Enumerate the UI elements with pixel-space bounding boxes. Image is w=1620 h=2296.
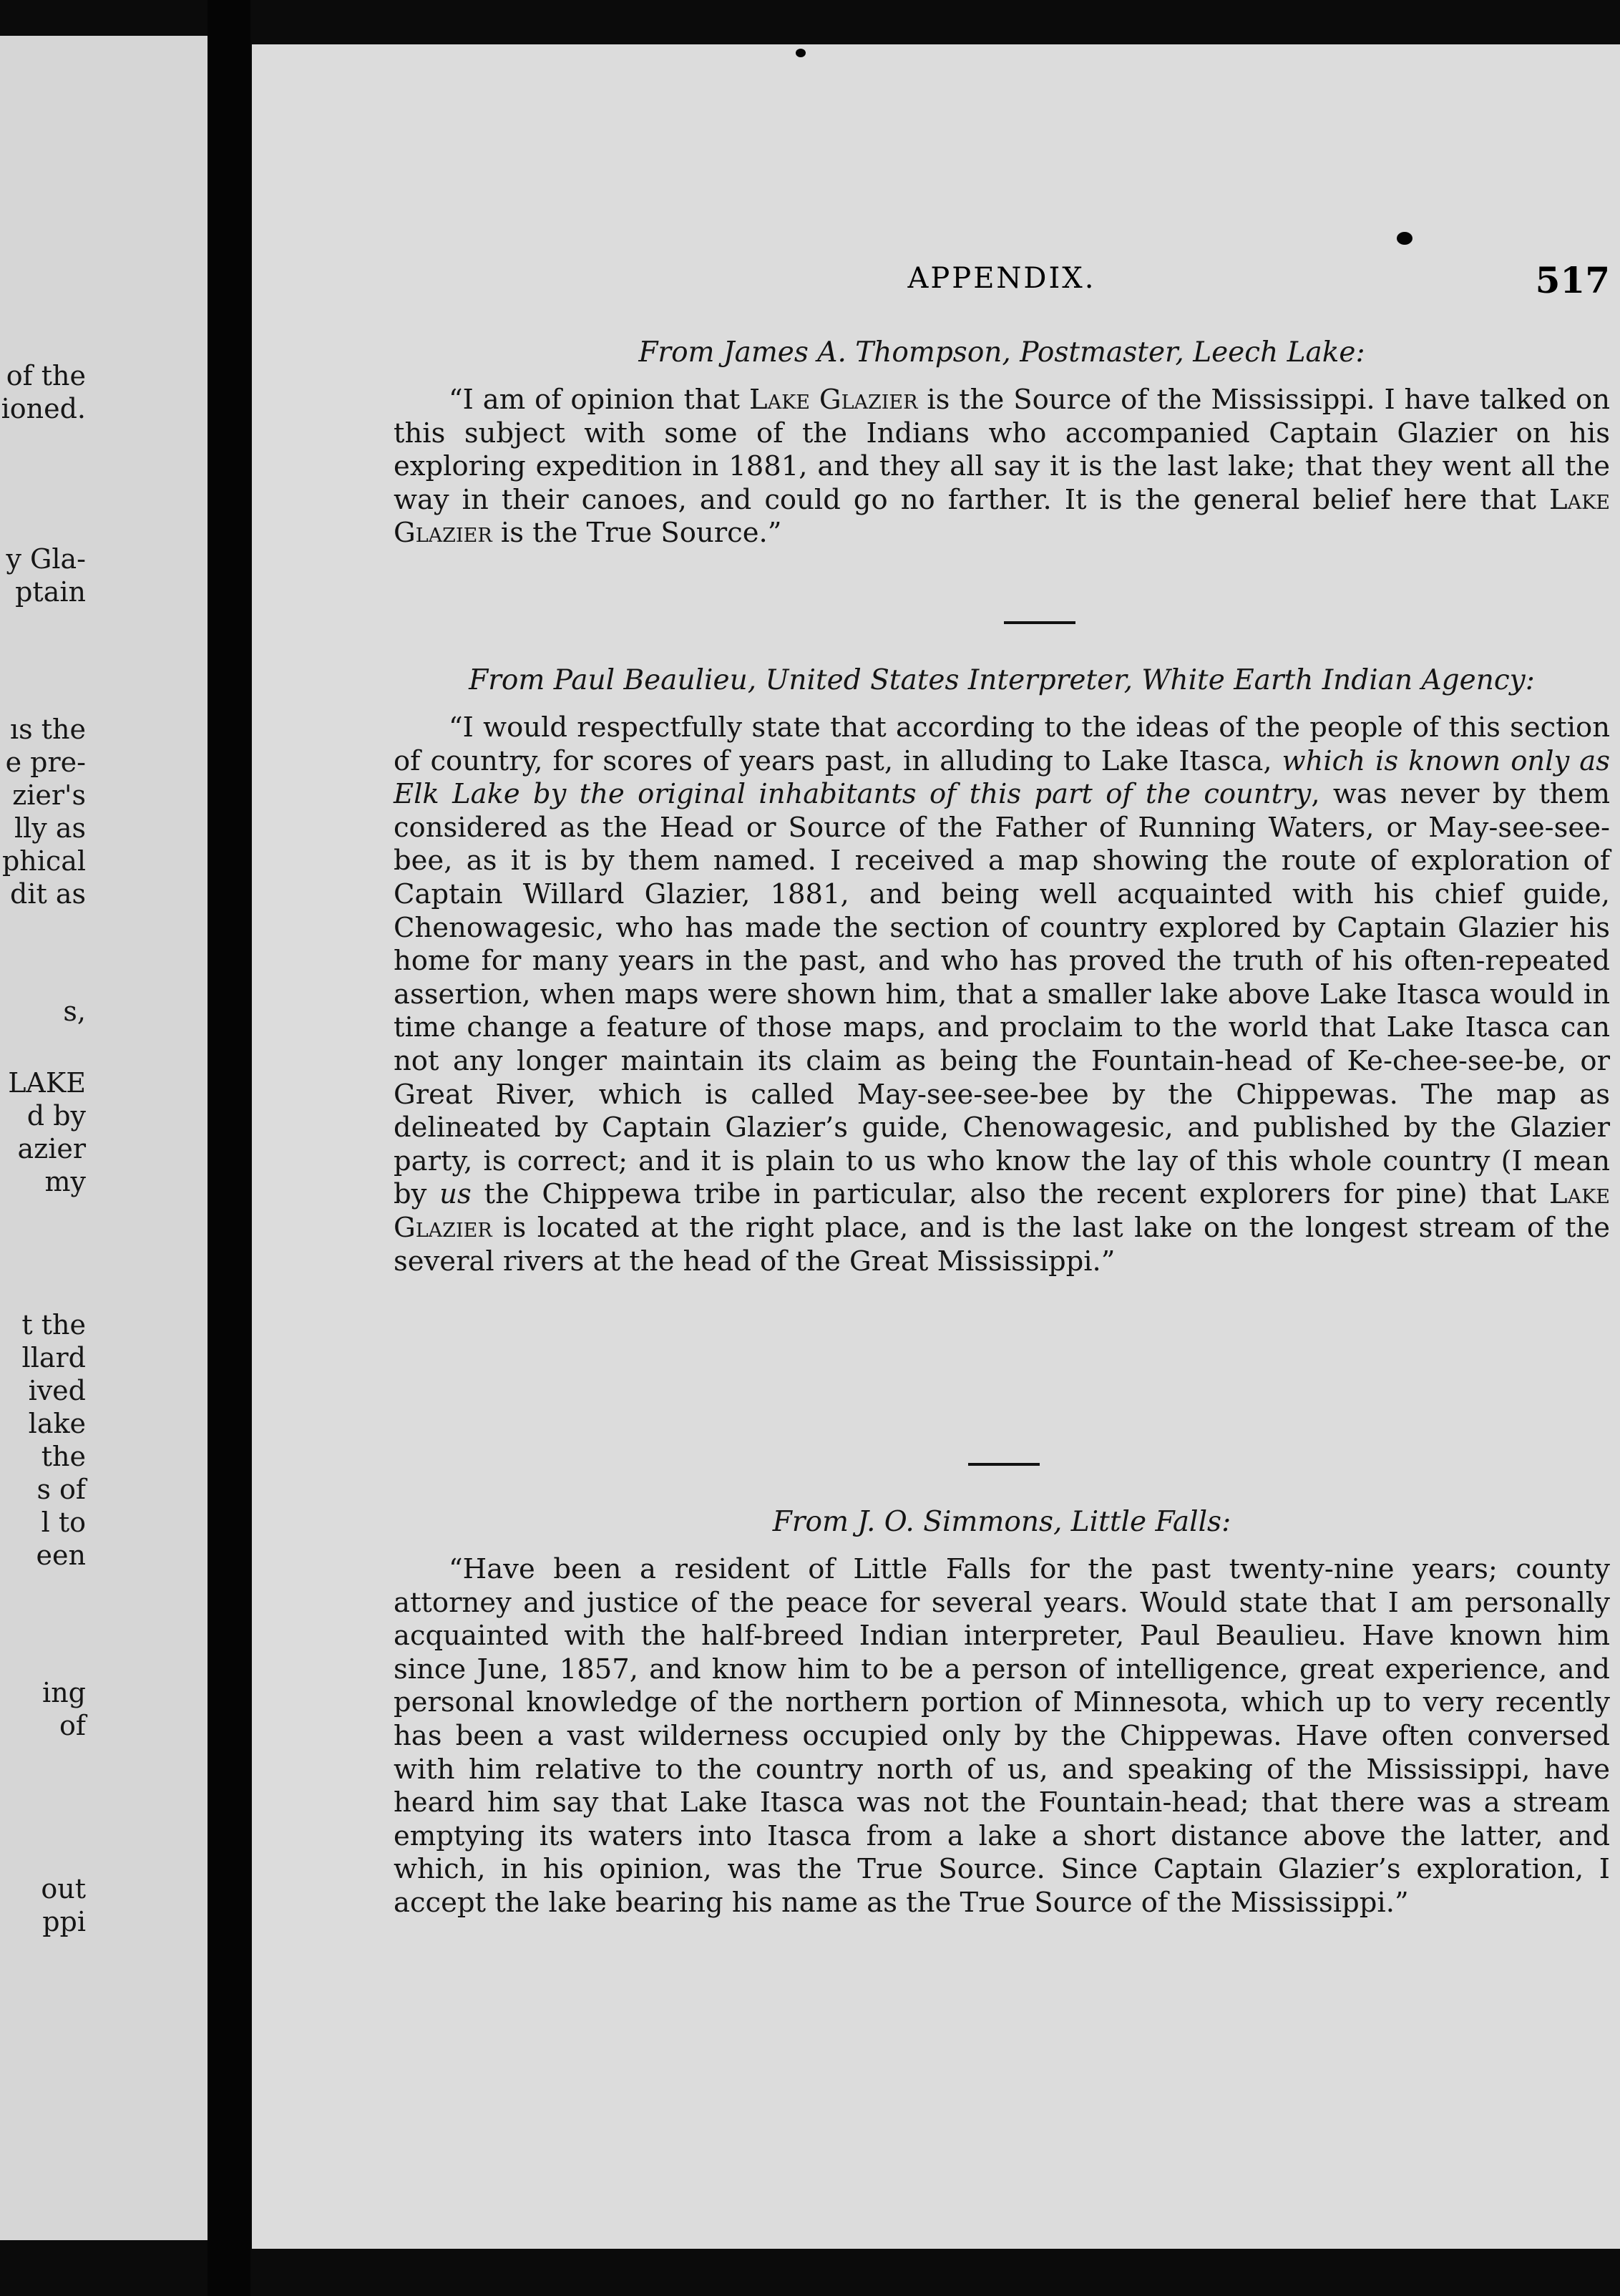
letter-section xyxy=(394,663,1610,1278)
body-text: “Have been a resident of Little Falls for the past twenty-nine years; county attorney and justice of the peace for several years. Would state that I am personally acquainted with the half-breed Indian interpreter, Paul Beaulieu. Have known him since June, 1857, and know him to be a person of intelligence, great experience, and personal knowledge of the northern portion of Minnesota, which up to very recently has been a vast wilderness occupied only by the Chippewas. Have often conversed with him relative to the country north of us, and speaking of the Mississippi, have heard him say that Lake Itasca was not the Fountain-head; that there was a stream emptying its waters into Itasca from a lake a short distance above the latter, and which, in his opinion, was the True Source. Since Captain Glazier’s exploration, I accept the lake bearing his name as the True Source of the Mississippi.” xyxy=(394,1553,1610,1919)
facing-page-fragment: phical xyxy=(1,845,86,877)
facing-page-fragment: the xyxy=(41,1441,86,1472)
facing-page-fragment: lake xyxy=(28,1408,86,1439)
section-heading: From Paul Beaulieu, United States Interpreter, White Earth Indian Agency: xyxy=(469,664,1535,696)
section-heading: From James A. Thompson, Postmaster, Leech Lake: xyxy=(638,336,1365,369)
section-body xyxy=(394,1553,1610,1920)
body-text: is located at the right place, and is the last lake on the longest stream of the several rivers at the head of the Great Mississippi.” xyxy=(394,1211,1610,1278)
facing-page-fragment: dit as xyxy=(10,878,86,910)
facing-page xyxy=(0,36,208,2240)
section-body xyxy=(394,384,1610,550)
facing-page-fragment: llard xyxy=(21,1342,86,1373)
section-body xyxy=(394,711,1610,1278)
body-text: “I am of opinion that xyxy=(449,384,750,416)
letter-section xyxy=(394,1504,1610,1920)
facing-page-fragment: of xyxy=(59,1710,86,1741)
italic-text: which is known only as Elk Lake by the original inhabitants of this part of the country xyxy=(394,744,1611,811)
body-text: is the True Source.” xyxy=(492,517,782,550)
lake-glazier-text: Lake Glazier xyxy=(394,1178,1610,1244)
facing-page-fragment: t the xyxy=(21,1309,86,1341)
ink-speck xyxy=(796,49,806,57)
page-number: 517 xyxy=(1535,259,1610,301)
facing-page-fragment: my xyxy=(44,1166,86,1197)
body-text: “I would respectfully state that according to the ideas of the people of this section of country, for scores of years past, in alluding to Lake Itasca, xyxy=(394,711,1610,777)
facing-page-fragment: lly as xyxy=(14,812,86,844)
facing-page-fragment: zier's xyxy=(12,779,86,811)
lake-glazier-text: Lake Glazier xyxy=(749,384,918,416)
facing-page-fragment: ppi xyxy=(42,1906,86,1937)
facing-page-fragment: ptain xyxy=(15,576,86,608)
facing-page-fragment: ing xyxy=(42,1677,86,1708)
facing-page-fragment: e pre- xyxy=(5,746,86,778)
facing-page-fragment: azier xyxy=(17,1133,86,1164)
facing-page-fragment: s of xyxy=(36,1474,86,1505)
book-gutter xyxy=(208,0,250,2296)
letter-section xyxy=(394,335,1610,550)
book-page xyxy=(252,44,1620,2249)
facing-page-fragment: ıs the xyxy=(10,714,86,745)
section-divider xyxy=(1004,621,1075,624)
section-divider xyxy=(968,1463,1040,1466)
running-title: APPENDIX. xyxy=(907,262,1096,295)
body-text: the Chippewa tribe in particular, also the recent explorers for pine) that xyxy=(471,1178,1550,1211)
facing-page-fragment: of the xyxy=(6,360,86,391)
lake-glazier-text: Lake Glazier xyxy=(394,483,1610,550)
running-head xyxy=(394,259,1610,302)
facing-page-fragment: out xyxy=(41,1873,86,1905)
facing-page-fragment: ioned. xyxy=(1,393,86,424)
facing-page-fragment: s, xyxy=(63,996,86,1027)
facing-page-fragment: d by xyxy=(26,1100,86,1132)
italic-text: us xyxy=(439,1178,472,1211)
facing-page-fragment: een xyxy=(36,1539,86,1571)
facing-page-fragment: LAKE xyxy=(8,1067,86,1099)
facing-page-fragment: l to xyxy=(41,1507,86,1538)
facing-page-fragment: ived xyxy=(28,1375,86,1406)
body-text: , was never by them considered as the Head or Source of the Father of Running Waters, or May-see-see-bee, as it is by them named. I received a map showing the route of exploration of Captain Willard Glazier, 1881, and being well acquainted with his chief guide, Chenowagesic, who has made the section of country explored by Captain Glazier his home for many years in the past, and who has proved the truth of his often-repeated assertion, when maps were shown him, that a smaller lake above Lake Itasca would in time change a feature of those maps, and proclaim to the world that Lake Itasca can not any longer maintain its claim as being the Fountain-head of Ke-chee-see-be, or Great River, which is called May-see-see-bee by the Chippewas. The map as delineated by Captain Glazier’s guide, Chenowagesic, and published by the Glazier party, is correct; and it is plain to us who know the lay of this whole country (I mean by xyxy=(394,778,1611,1211)
section-heading: From J. O. Simmons, Little Falls: xyxy=(772,1506,1231,1538)
facing-page-fragment: y Gla- xyxy=(6,543,86,575)
body-text: is the Source of the Mississippi. I have talked on this subject with some of the Indians who accompanied Captain Glazier on his exploring expedition in 1881, and they all say it is the last lake; that they went all the way in their canoes, and could go no farther. It is the general belief here that xyxy=(394,384,1611,516)
ink-speck xyxy=(1397,232,1412,245)
